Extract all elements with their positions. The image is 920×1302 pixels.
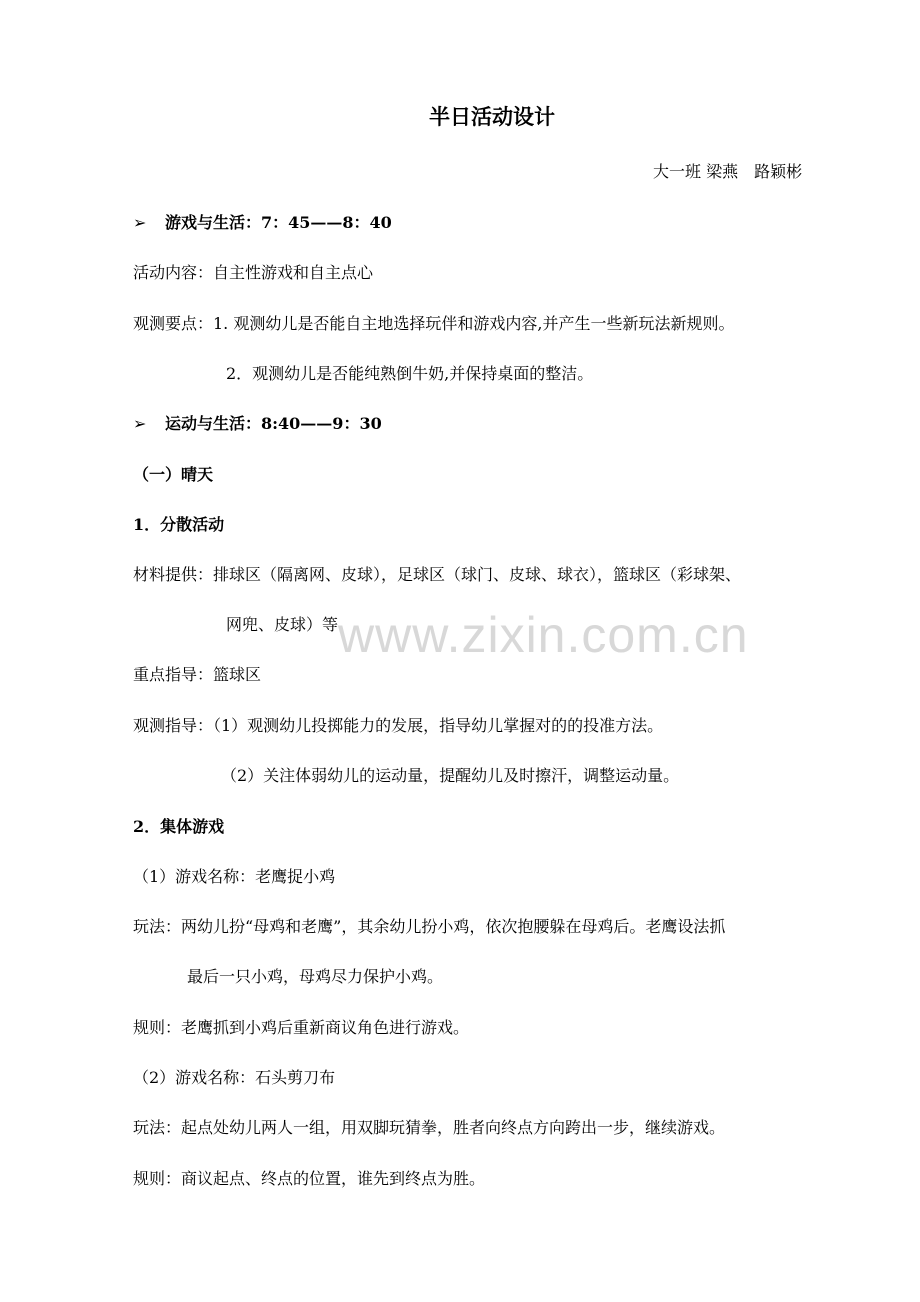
game1-play-2: 最后一只小鸡，母鸡尽力保护小鸡。 xyxy=(187,967,444,986)
game1-play-1: 玩法：两幼儿扮“母鸡和老鹰”，其余幼儿扮小鸡，依次抱腰躲在母鸡后。老鹰设法抓 xyxy=(133,917,726,936)
subheading-scattered: 1．分散活动 xyxy=(133,515,225,534)
document-title: 半日活动设计 xyxy=(429,104,555,129)
section-heading-2-text: 运动与生活：8:40——9：30 xyxy=(165,414,382,433)
observation-point-1: 观测要点：1. 观测幼儿是否能自主地选择玩伴和游戏内容,并产生一些新玩法新规则。 xyxy=(133,314,735,333)
game1-name: （1）游戏名称：老鹰捉小鸡 xyxy=(133,867,336,886)
arrow-bullet-icon: ➢ xyxy=(133,414,147,433)
observation-point-2: 2．观测幼儿是否能纯熟倒牛奶,并保持桌面的整洁。 xyxy=(226,364,594,383)
game2-play: 玩法：起点处幼儿两人一组，用双脚玩猜拳，胜者向终点方向跨出一步，继续游戏。 xyxy=(133,1118,726,1137)
section-heading-1-text: 游戏与生活：7：45——8：40 xyxy=(165,213,392,232)
activity-content: 活动内容：自主性游戏和自主点心 xyxy=(133,263,374,282)
section-heading-2 xyxy=(133,414,382,434)
materials-line-1: 材料提供：排球区（隔离网、皮球），足球区（球门、皮球、球衣），篮球区（彩球架、 xyxy=(133,565,742,584)
author-line: 大一班 梁燕 路颖彬 xyxy=(653,162,803,181)
game2-rule: 规则：商议起点、终点的位置，谁先到终点为胜。 xyxy=(133,1169,486,1188)
materials-line-2: 网兜、皮球）等 xyxy=(226,615,339,634)
section-heading-1 xyxy=(133,213,392,233)
sunny-heading: （一）晴天 xyxy=(133,465,214,484)
game2-name: （2）游戏名称：石头剪刀布 xyxy=(133,1068,336,1087)
game1-rule: 规则：老鹰抓到小鸡后重新商议角色进行游戏。 xyxy=(133,1018,470,1037)
focus-guidance: 重点指导：篮球区 xyxy=(133,665,262,684)
watermark: www.zixin.com.cn xyxy=(338,607,749,663)
guidance-2: （2）关注体弱幼儿的运动量，提醒幼儿及时擦汗，调整运动量。 xyxy=(221,766,680,785)
arrow-bullet-icon: ➢ xyxy=(133,213,147,232)
subheading-group-game: 2．集体游戏 xyxy=(133,817,225,836)
guidance-1: 观测指导：（1）观测幼儿投掷能力的发展，指导幼儿掌握对的的投准方法。 xyxy=(133,716,664,735)
